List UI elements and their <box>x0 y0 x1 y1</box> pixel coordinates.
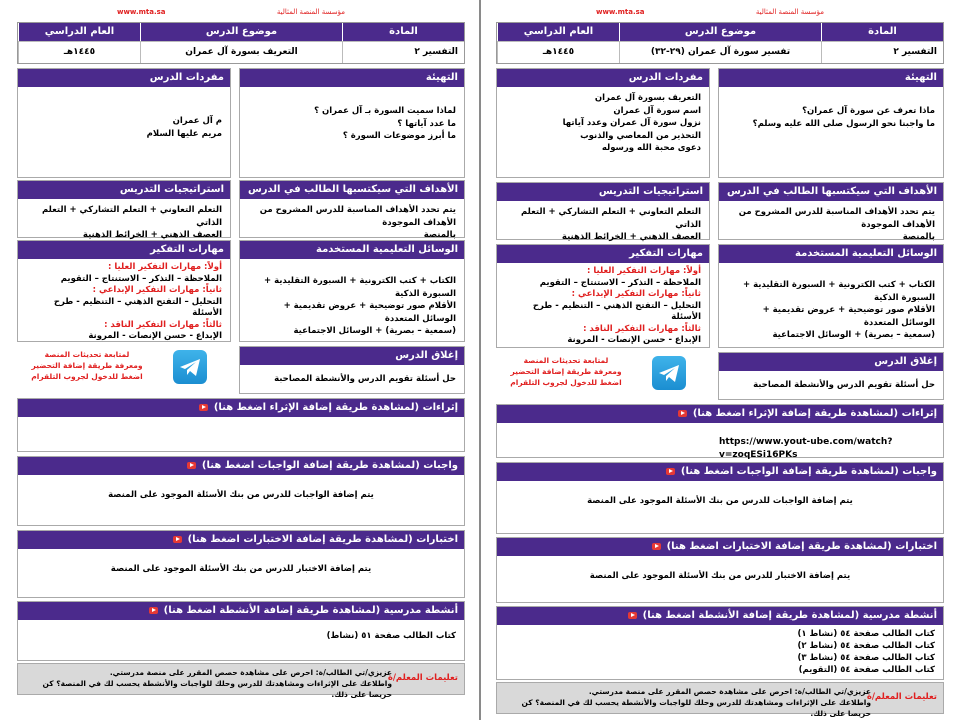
tests-help-link[interactable]: (لمشاهدة طريقة إضافة الاختبارات اضغط هنا) <box>187 534 413 545</box>
goals-line: يتم تحدد الأهداف المناسبة للدرس المشروح من الأهداف الموجودة <box>738 207 935 230</box>
thinking-title: مهارات التفكير <box>18 241 230 259</box>
enrich-bar <box>18 399 464 417</box>
lesson-page-right <box>496 0 944 720</box>
page-header <box>17 0 465 22</box>
strategies-line: التعلم التعاوني + التعلم التشاركي + التعلم الذاتي <box>520 207 701 230</box>
teacher-notes <box>496 682 944 718</box>
notes-line: واطلاعك على الإثراءات ومشاهدتك للدرس وحلك للواجبات والأنشطة يحسب لك في المنصة؟ كن حريصا على ذلك. <box>42 679 392 699</box>
youtube-icon[interactable] <box>628 612 637 619</box>
enrich-url[interactable]: https://www.yout-ube.com/watch?v=zoqESi16PKs <box>719 437 893 460</box>
youtube-icon[interactable] <box>678 410 687 417</box>
closing-section <box>239 346 465 394</box>
tests-bar <box>497 538 943 556</box>
media-line: الكتاب + كتب الكترونية + السبورة التقليدية + السبورة الذكية <box>263 276 456 299</box>
thinking-heading: ثالثاً: مهارات التفكير الناقد : <box>104 319 222 330</box>
intro-title: التهيئة <box>719 69 943 87</box>
teacher-notes <box>17 663 465 699</box>
vocab-title: مفردات الدرس <box>18 69 230 87</box>
goals-line: بالمنصة <box>423 230 456 240</box>
telegram-icon <box>652 356 686 390</box>
strategies-title: استراتيجيات التدريس <box>497 183 709 201</box>
activity-line: كتاب الطالب صفحة ٥٤ (نشاط ٢) <box>797 641 935 651</box>
telegram-line: اضغط للدخول لجروب التلقرام <box>510 378 622 387</box>
vocab-line: مريم عليها السلام <box>146 128 222 139</box>
closing-text: حل أسئلة تقويم الدرس والأنشطة المصاحبة <box>753 380 935 390</box>
media-line: (سمعية – بصرية) + الوسائل الاجتماعية <box>293 326 456 336</box>
telegram-button[interactable] <box>644 354 694 392</box>
homework-help-link[interactable]: (لمشاهدة طريقة إضافة الواجبات اضغط هنا) <box>680 466 899 477</box>
telegram-caption[interactable] <box>17 349 157 382</box>
intro-line: ما عدد آياتها ؟ <box>397 118 456 129</box>
activities-title: أنشطة مدرسية <box>383 605 458 616</box>
vocab-line: التعريف بسورة آل عمران <box>594 93 701 103</box>
media-line: الأقلام صور توضيحية + عروض تقديمية + الوسائل المتعددة <box>762 305 935 328</box>
thinking-line: الملاحظة – التذكر – الاستنتاج – التقويم <box>60 273 222 284</box>
thinking-line: التحليل – التفتح الذهني – التنظيم - طرح الأسئلة <box>532 300 701 322</box>
telegram-line: لمتابعة تحديثات المنصة <box>523 356 609 365</box>
goals-line: بالمنصة <box>902 232 935 242</box>
telegram-button[interactable] <box>165 348 215 386</box>
media-title: الوسائل التعليمية المستخدمة <box>240 241 464 259</box>
thinking-section <box>496 244 710 348</box>
intro-section <box>718 68 944 178</box>
thinking-heading: أولاً: مهارات التفكير العليا : <box>107 262 222 272</box>
youtube-icon[interactable] <box>666 468 675 475</box>
notes-line: عزيزي/تي الطالب/ة: احرص على مشاهدة حصص المقرر على منصة مدرستي. <box>109 668 392 677</box>
media-line: الكتاب + كتب الكترونية + السبورة التقليدية + السبورة الذكية <box>742 280 935 303</box>
activities-title: أنشطة مدرسية <box>862 610 937 621</box>
activity-line: كتاب الطالب صفحة ٥١ (نشاط) <box>326 631 456 641</box>
tests-section <box>17 530 465 598</box>
topic-value: تفسير سورة آل عمران (٢٩-٣٢) <box>619 41 821 63</box>
enrich-section <box>496 404 944 458</box>
thinking-line: الملاحظة – التذكر – الاستنتاج – التقويم <box>539 277 701 288</box>
thinking-title: مهارات التفكير <box>497 245 709 263</box>
tests-text: يتم إضافة الاختبار للدرس من بنك الأسئلة الموجود على المنصة <box>589 571 851 581</box>
closing-section <box>718 352 944 400</box>
thinking-heading: ثانياً: مهارات التفكير الإبداعي : <box>92 285 222 295</box>
thinking-line: الإبداع - حسن الإنصات - المرونة <box>567 335 701 345</box>
activities-help-link[interactable]: (لمشاهدة طريقة إضافة الأنشطة اضغط هنا) <box>642 610 860 621</box>
subject-header: المادة <box>821 23 943 41</box>
thinking-line: الإبداع - حسن الإنصات - المرونة <box>88 331 222 341</box>
media-title: الوسائل التعليمية المستخدمة <box>719 245 943 263</box>
homework-help-link[interactable]: (لمشاهدة طريقة إضافة الواجبات اضغط هنا) <box>201 460 420 471</box>
telegram-line: ومعرفة طريقة إضافة التحضير <box>510 367 622 376</box>
tests-section <box>496 537 944 603</box>
activities-help-link[interactable]: (لمشاهدة طريقة إضافة الأنشطة اضغط هنا) <box>163 605 381 616</box>
intro-section <box>239 68 465 178</box>
page-header <box>496 0 944 22</box>
topic-header: موضوع الدرس <box>619 23 821 41</box>
homework-text: يتم إضافة الواجبات للدرس من بنك الأسئلة الموجود على المنصة <box>108 490 374 500</box>
homework-title: واجبات <box>902 466 937 477</box>
vocab-line: نزول سورة آل عمران وعدد آياتها <box>562 118 701 128</box>
site-url[interactable]: www.mta.sa <box>117 8 166 16</box>
goals-line: يتم تحدد الأهداف المناسبة للدرس المشروح من الأهداف الموجودة <box>259 205 456 228</box>
youtube-icon[interactable] <box>149 607 158 614</box>
notes-line: عزيزي/تي الطالب/ة: احرص على مشاهدة حصص المقرر على منصة مدرستي. <box>588 687 871 696</box>
telegram-line: ومعرفة طريقة إضافة التحضير <box>31 361 143 370</box>
thinking-section <box>17 240 231 342</box>
enrich-title: إثراءات <box>422 402 458 413</box>
youtube-icon[interactable] <box>199 404 208 411</box>
year-value: ١٤٤٥هـ <box>18 41 140 63</box>
closing-text: حل أسئلة تقويم الدرس والأنشطة المصاحبة <box>274 374 456 384</box>
intro-title: التهيئة <box>240 69 464 87</box>
vocab-line: اسم سورة آل عمران <box>613 105 701 116</box>
homework-bar <box>18 457 464 475</box>
vocab-line: التحذير من المعاصي والذنوب <box>580 130 701 141</box>
enrich-help-link[interactable]: (لمشاهدة طريقة إضافة الإثراء اضغط هنا) <box>692 408 899 419</box>
activities-section <box>17 601 465 661</box>
tests-text: يتم إضافة الاختبار للدرس من بنك الأسئلة الموجود على المنصة <box>110 564 372 574</box>
vocab-section <box>17 68 231 178</box>
activities-bar <box>18 602 464 620</box>
media-line: (سمعية – بصرية) + الوسائل الاجتماعية <box>772 330 935 340</box>
intro-line: ما أبرز موضوعات السورة ؟ <box>342 131 456 141</box>
notes-label: تعليمات المعلم/ة <box>866 692 937 702</box>
strategies-line: العصف الذهني + الخرائط الذهنية <box>561 232 701 242</box>
telegram-line: اضغط للدخول لجروب التلقرام <box>31 372 143 381</box>
homework-bar <box>497 463 943 481</box>
tests-bar <box>18 531 464 549</box>
homework-section <box>17 456 465 526</box>
homework-section <box>496 462 944 534</box>
vocab-line: م آل عمران <box>172 116 222 126</box>
enrich-title: إثراءات <box>901 408 937 419</box>
year-value: ١٤٤٥هـ <box>497 41 619 63</box>
tests-help-link[interactable]: (لمشاهدة طريقة إضافة الاختبارات اضغط هنا) <box>666 541 892 552</box>
closing-title: إغلاق الدرس <box>719 353 943 371</box>
site-url[interactable]: www.mta.sa <box>596 8 645 16</box>
homework-text: يتم إضافة الواجبات للدرس من بنك الأسئلة الموجود على المنصة <box>587 496 853 506</box>
activities-bar <box>497 607 943 625</box>
year-header: العام الدراسي <box>18 23 140 41</box>
activities-section <box>496 606 944 680</box>
closing-title: إغلاق الدرس <box>240 347 464 365</box>
lesson-info-table <box>496 22 944 64</box>
strategies-line: العصف الذهني + الخرائط الذهنية <box>82 230 222 240</box>
thinking-heading: ثالثاً: مهارات التفكير الناقد : <box>583 323 701 334</box>
intro-line: ماذا تعرف عن سورة آل عمران؟ <box>802 106 935 116</box>
topic-header: موضوع الدرس <box>140 23 342 41</box>
lesson-page-left <box>17 0 465 720</box>
enrich-section <box>17 398 465 452</box>
intro-line: لماذا سميت السورة بـ آل عمران ؟ <box>314 106 456 116</box>
org-name: مؤسسة المنصة المثالية <box>755 8 824 16</box>
activity-line: كتاب الطالب صفحة ٥٤ (التقويم) <box>798 665 935 675</box>
youtube-icon[interactable] <box>652 543 661 550</box>
media-line: الأقلام صور توضيحية + عروض تقديمية + الوسائل المتعددة <box>283 301 456 324</box>
thinking-heading: ثانياً: مهارات التفكير الإبداعي : <box>571 289 701 299</box>
telegram-line: لمتابعة تحديثات المنصة <box>44 350 130 359</box>
page-divider <box>479 0 481 720</box>
enrich-help-link[interactable]: (لمشاهدة طريقة إضافة الإثراء اضغط هنا) <box>213 402 420 413</box>
strategies-section <box>496 182 710 240</box>
tests-title: اختبارات <box>416 534 458 545</box>
media-section <box>239 240 465 342</box>
vocab-line: دعوى محبة الله ورسوله <box>601 143 701 153</box>
goals-section <box>239 180 465 238</box>
tests-title: اختبارات <box>895 541 937 552</box>
strategies-title: استراتيجيات التدريس <box>18 181 230 199</box>
enrich-bar <box>497 405 943 423</box>
vocab-section <box>496 68 710 178</box>
lesson-info-table <box>17 22 465 64</box>
media-section <box>718 244 944 348</box>
telegram-icon <box>173 350 207 384</box>
thinking-heading: أولاً: مهارات التفكير العليا : <box>586 266 701 276</box>
subject-value: التفسير ٢ <box>821 41 943 63</box>
intro-line: ما واجبنا نحو الرسول صلى الله عليه وسلم؟ <box>752 118 935 129</box>
activity-line: كتاب الطالب صفحة ٥٤ (نشاط ١) <box>797 629 935 639</box>
youtube-icon[interactable] <box>187 462 196 469</box>
vocab-title: مفردات الدرس <box>497 69 709 87</box>
topic-value: التعريف بسورة آل عمران <box>140 41 342 63</box>
strategies-line: التعلم التعاوني + التعلم التشاركي + التعلم الذاتي <box>41 205 222 228</box>
notes-line: واطلاعك على الإثراءات ومشاهدتك للدرس وحلك للواجبات والأنشطة يحسب لك في المنصة؟ كن حريصا على ذلك. <box>521 698 871 718</box>
goals-section <box>718 182 944 240</box>
goals-title: الأهداف التي سيكتسبها الطالب في الدرس <box>240 181 464 199</box>
notes-label: تعليمات المعلم/ة <box>387 673 458 683</box>
telegram-caption[interactable] <box>496 355 636 388</box>
goals-title: الأهداف التي سيكتسبها الطالب في الدرس <box>719 183 943 201</box>
subject-value: التفسير ٢ <box>342 41 464 63</box>
activity-line: كتاب الطالب صفحة ٥٤ (نشاط ٣) <box>797 653 935 663</box>
subject-header: المادة <box>342 23 464 41</box>
org-name: مؤسسة المنصة المثالية <box>276 8 345 16</box>
year-header: العام الدراسي <box>497 23 619 41</box>
thinking-line: التحليل – التفتح الذهني – التنظيم - طرح الأسئلة <box>53 296 222 318</box>
strategies-section <box>17 180 231 238</box>
homework-title: واجبات <box>423 460 458 471</box>
youtube-icon[interactable] <box>173 536 182 543</box>
